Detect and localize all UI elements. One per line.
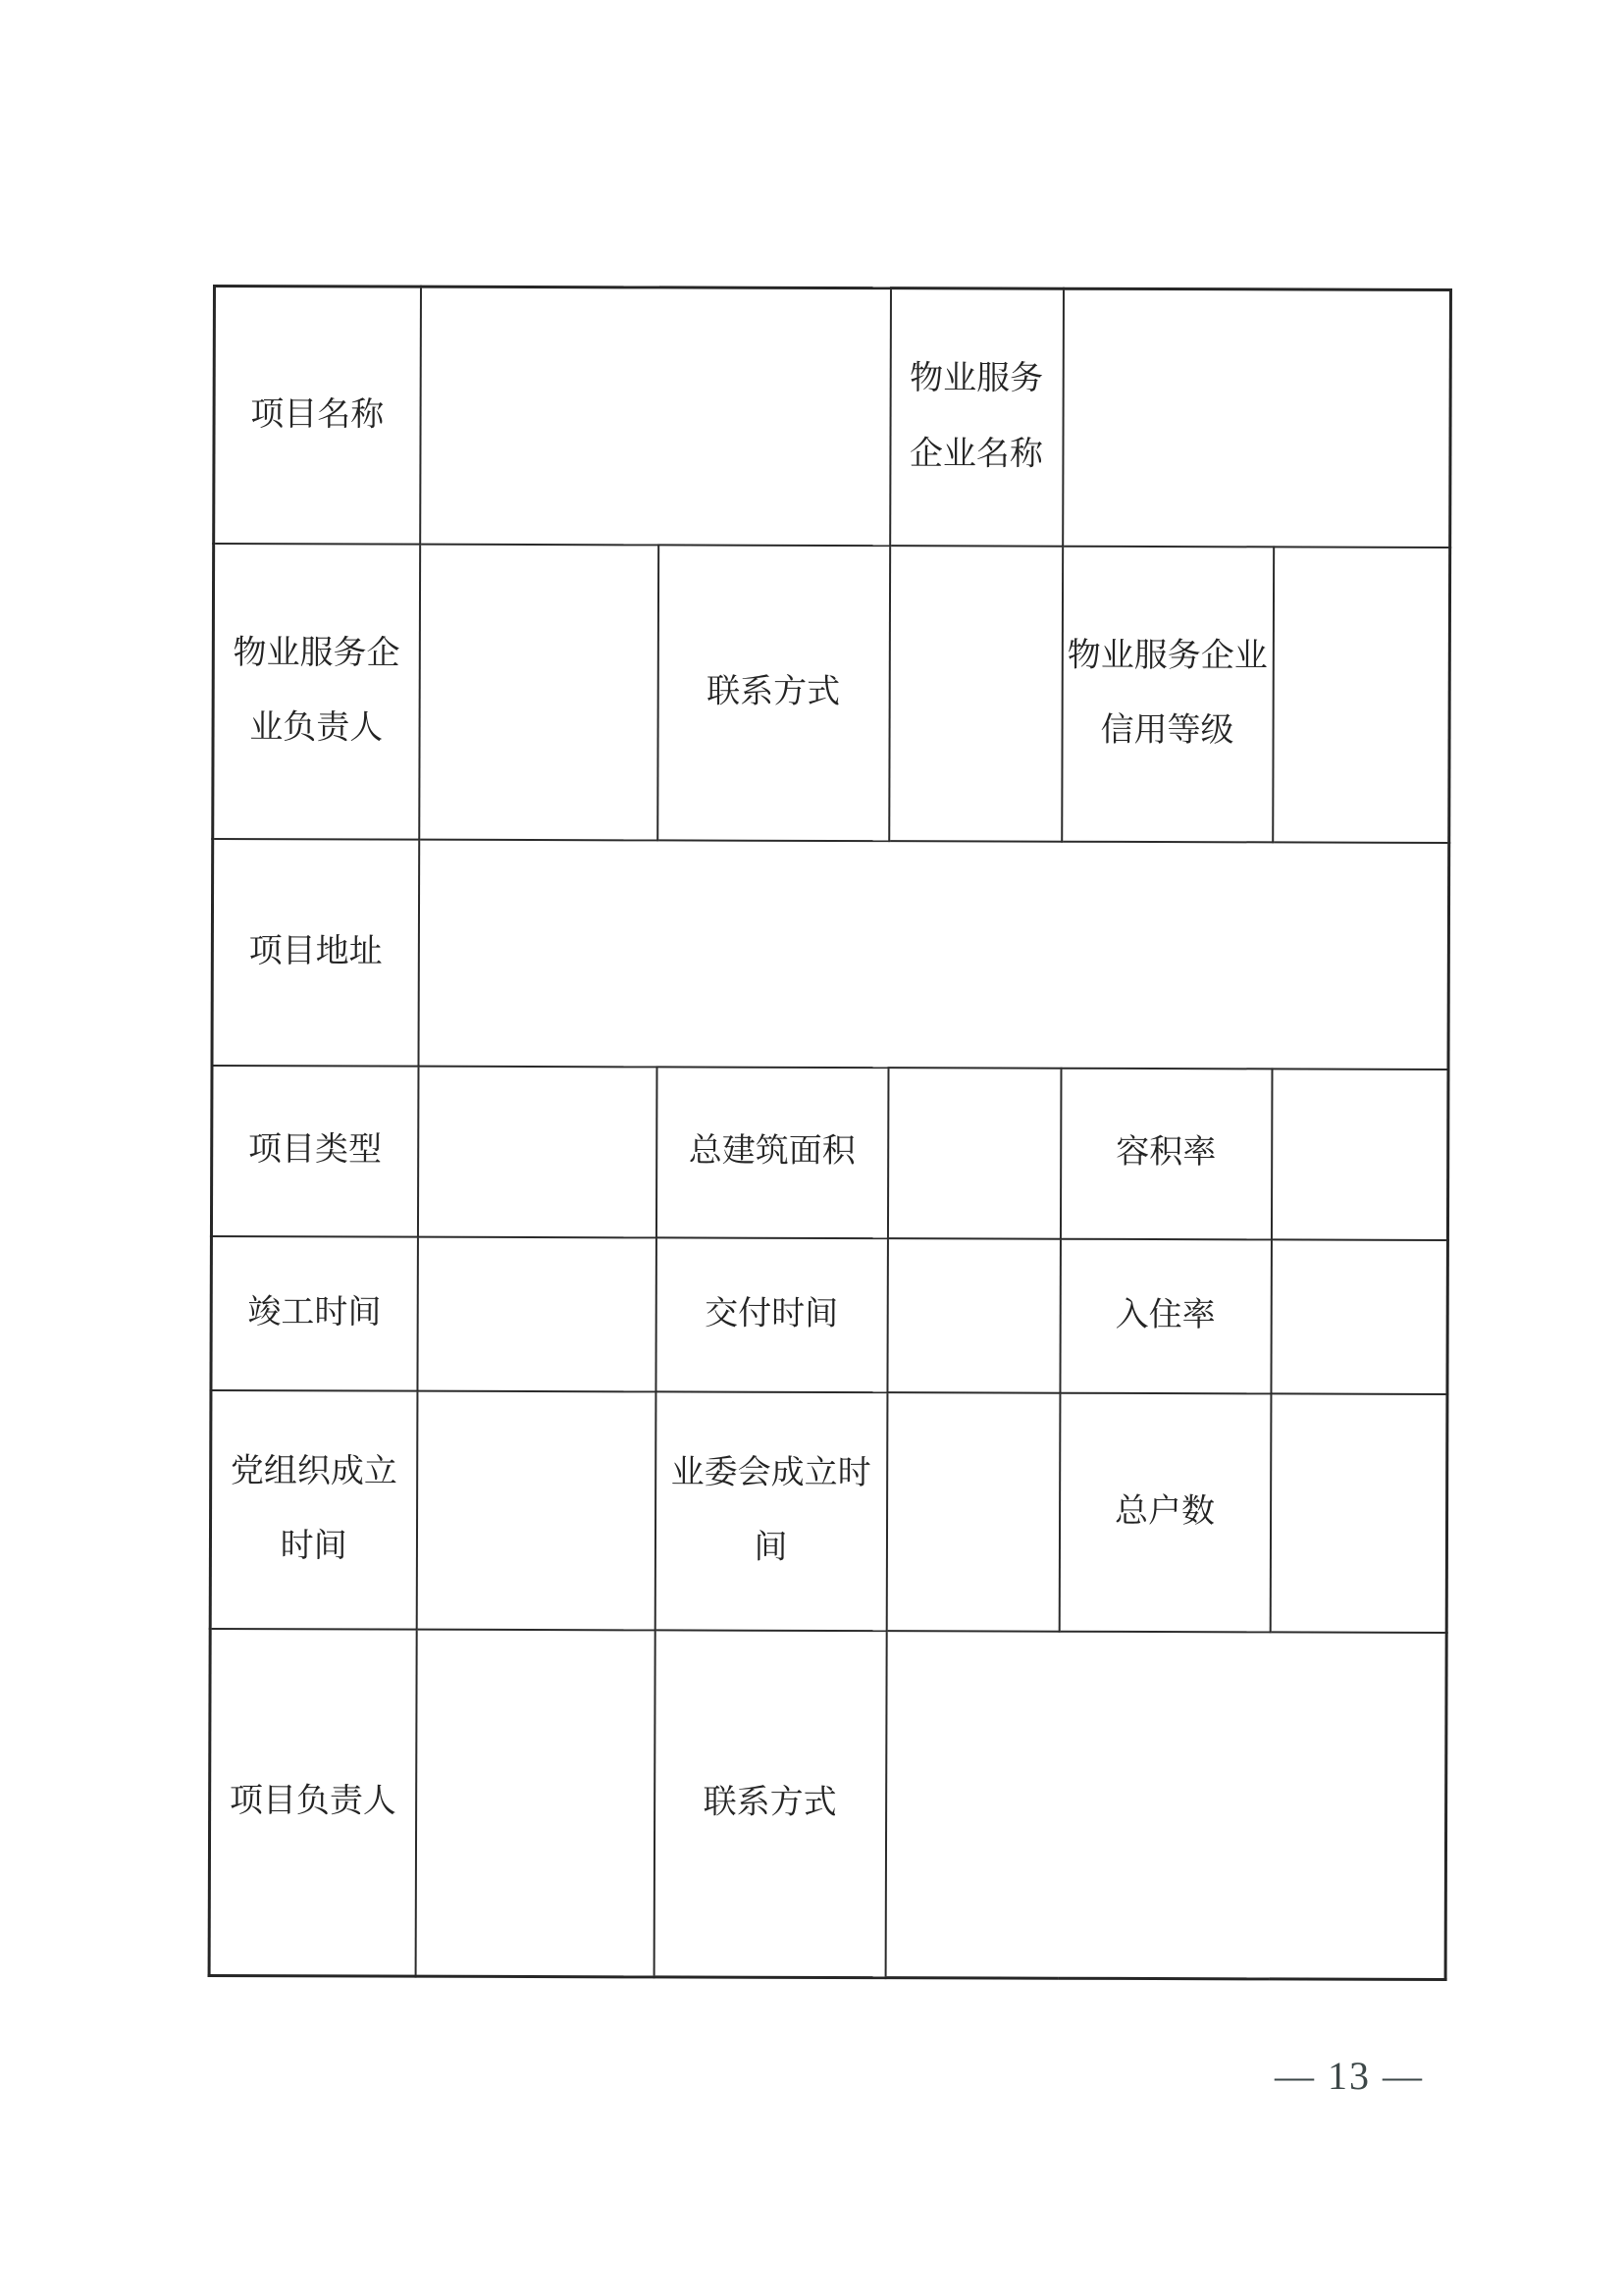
cell-owners-committee-time-label: 业委会成立时 间 xyxy=(654,1391,887,1631)
cell-company-head-label: 物业服务企 业负责人 xyxy=(213,544,420,840)
cell-occupancy-rate-label: 入住率 xyxy=(1060,1238,1271,1393)
cell-party-org-time-label: 党组织成立 时间 xyxy=(210,1389,417,1629)
table-row xyxy=(210,1389,1447,1632)
cell-project-address-label: 项目地址 xyxy=(212,839,419,1067)
cell-project-address-value xyxy=(418,839,1449,1069)
project-info-table xyxy=(208,285,1452,1981)
cell-company-head-value xyxy=(419,544,658,840)
cell-contact-value xyxy=(889,546,1063,842)
cell-contact-label: 联系方式 xyxy=(657,545,890,841)
table-row xyxy=(212,839,1449,1070)
cell-contact2-label: 联系方式 xyxy=(654,1630,886,1978)
table-row xyxy=(211,1066,1448,1240)
cell-plot-ratio-value xyxy=(1271,1069,1448,1240)
cell-total-households-value xyxy=(1270,1393,1447,1633)
cell-project-name-value xyxy=(420,287,891,546)
cell-gross-floor-area-label: 总建筑面积 xyxy=(655,1067,888,1238)
cell-gross-floor-area-value xyxy=(887,1068,1061,1239)
table-row xyxy=(209,1628,1446,1979)
table-row xyxy=(211,1235,1447,1393)
cell-occupancy-rate-value xyxy=(1271,1239,1447,1394)
cell-plot-ratio-label: 容积率 xyxy=(1060,1068,1272,1239)
cell-owners-committee-time-value xyxy=(886,1392,1060,1632)
cell-company-name-label: 物业服务 企业名称 xyxy=(890,288,1064,547)
cell-party-org-time-value xyxy=(416,1390,655,1630)
table-row xyxy=(214,287,1451,548)
cell-credit-rating-label: 物业服务企业 信用等级 xyxy=(1062,546,1274,842)
cell-total-households-label: 总户数 xyxy=(1059,1392,1271,1632)
cell-credit-rating-value xyxy=(1273,547,1450,843)
cell-project-type-label: 项目类型 xyxy=(211,1066,418,1237)
cell-delivery-time-label: 交付时间 xyxy=(655,1237,887,1392)
cell-contact2-value xyxy=(885,1631,1446,1980)
cell-project-name-label: 项目名称 xyxy=(214,287,421,545)
page-number: — 13 — xyxy=(1275,2054,1424,2098)
cell-project-type-value xyxy=(417,1066,656,1237)
table-row xyxy=(213,544,1450,843)
cell-completion-time-label: 竣工时间 xyxy=(211,1235,417,1390)
cell-company-name-value xyxy=(1063,288,1451,547)
cell-project-manager-value xyxy=(415,1629,654,1977)
cell-delivery-time-value xyxy=(887,1238,1060,1393)
cell-project-manager-label: 项目负责人 xyxy=(209,1628,416,1976)
cell-completion-time-value xyxy=(417,1236,655,1391)
